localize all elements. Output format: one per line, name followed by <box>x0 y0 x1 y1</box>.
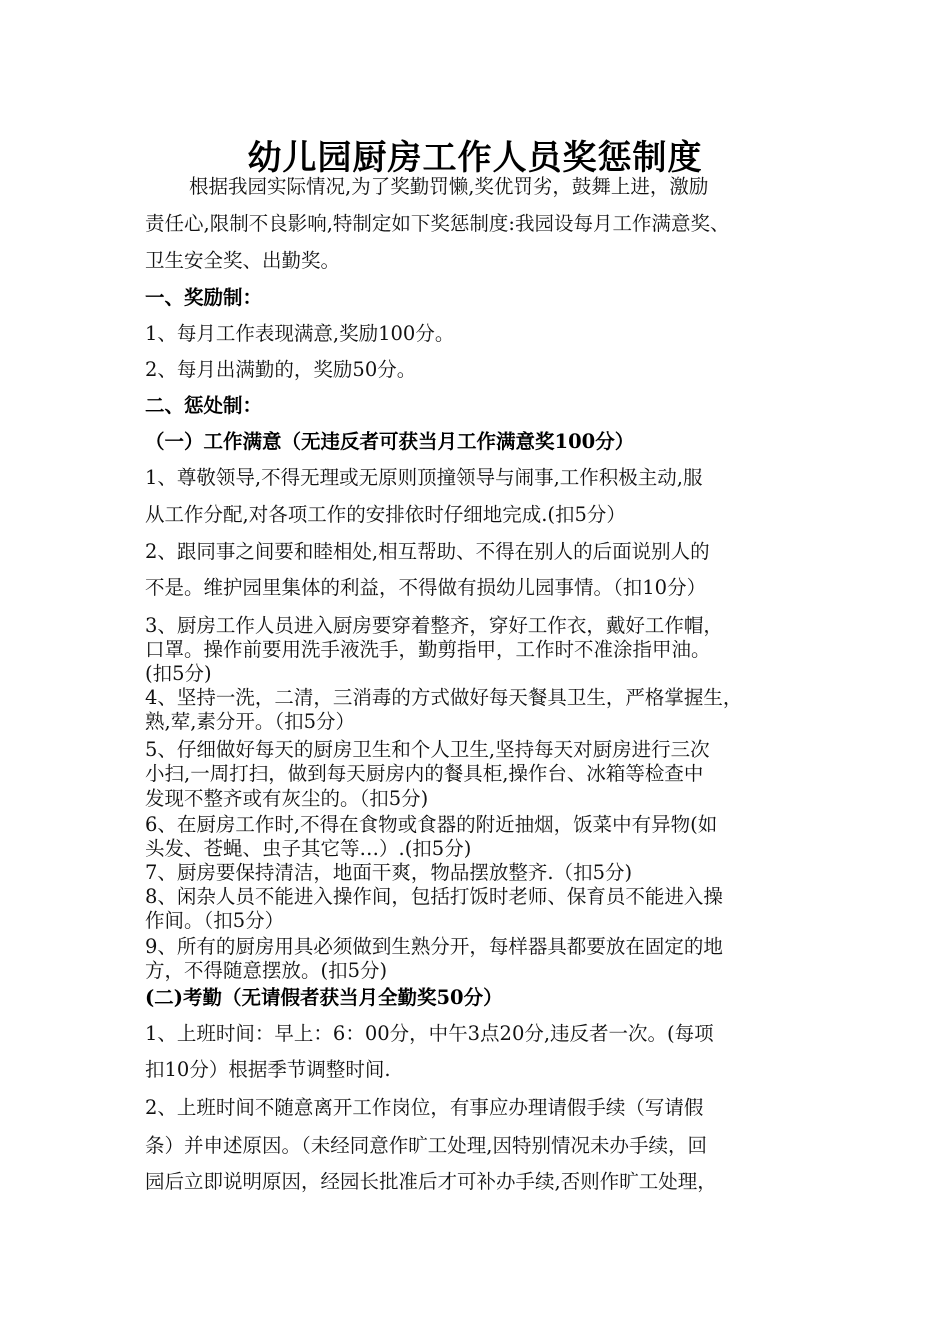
list-item-continued: 头发、苍蝇、虫子其它等…）.(扣5分) <box>145 837 472 860</box>
list-item: 4、坚持一洗，二清，三消毒的方式做好每天餐具卫生，严格掌握生， <box>145 686 743 709</box>
list-item-continued: 口罩。操作前要用洗手液洗手，勤剪指甲，工作时不准涂指甲油。 <box>145 638 711 661</box>
list-item: 2、跟同事之间要和睦相处,相互帮助、不得在别人的后面说别人的 <box>145 540 710 563</box>
list-item-continued: 方，不得随意摆放。(扣5分) <box>145 959 388 982</box>
paragraph-line: 卫生安全奖、出勤奖。 <box>145 249 341 272</box>
list-item: 1、尊敬领导,不得无理或无原则顶撞领导与闹事,工作积极主动,服 <box>145 466 703 489</box>
list-item: 6、在厨房工作时,不得在食物或食器的附近抽烟，饭菜中有异物(如 <box>145 813 718 836</box>
list-item: 1、上班时间：早上：6：00分，中午3点20分,违反者一次。(每项 <box>145 1022 714 1045</box>
list-item-continued: (扣5分) <box>145 662 212 685</box>
section-heading: 一、奖励制： <box>145 286 263 309</box>
section-heading: 二、惩处制： <box>145 394 263 417</box>
list-item: 3、厨房工作人员进入厨房要穿着整齐，穿好工作衣，戴好工作帽， <box>145 614 723 637</box>
list-item: 5、仔细做好每天的厨房卫生和个人卫生,坚持每天对厨房进行三次 <box>145 738 710 761</box>
list-item-continued: 发现不整齐或有灰尘的。（扣5分) <box>145 787 429 810</box>
list-item-continued: 小扫,一周打扫，做到每天厨房内的餐具柜,操作台、冰箱等检查中 <box>145 762 704 785</box>
list-item-continued: 条）并申述原因。（未经同意作旷工处理,因特别情况未办手续，回 <box>145 1134 707 1157</box>
list-item-continued: 作间。（扣5分） <box>145 909 285 932</box>
list-item-continued: 园后立即说明原因，经园长批准后才可补办手续,否则作旷工处理， <box>145 1170 717 1193</box>
paragraph-line: 责任心,限制不良影响,特制定如下奖惩制度:我园设每月工作满意奖、 <box>145 212 730 235</box>
page-title: 幼儿园厨房工作人员奖惩制度 <box>247 138 703 178</box>
list-item-continued: 熟,荤,素分开。（扣5分） <box>145 710 356 733</box>
subsection-heading: （一）工作满意（无违反者可获当月工作满意奖100分） <box>145 430 635 453</box>
paragraph-line: 根据我园实际情况,为了奖勤罚懒,奖优罚劣，鼓舞上进，激励 <box>189 175 709 198</box>
list-item-continued: 不是。维护园里集体的利益，不得做有损幼儿园事情。（扣10分） <box>145 576 707 599</box>
list-item: 1、每月工作表现满意,奖励100分。 <box>145 322 455 345</box>
subsection-heading: (二)考勤（无请假者获当月全勤奖50分） <box>145 986 503 1009</box>
list-item: 2、每月出满勤的，奖励50分。 <box>145 358 417 381</box>
list-item: 9、所有的厨房用具必须做到生熟分开，每样器具都要放在固定的地 <box>145 935 723 958</box>
list-item: 8、闲杂人员不能进入操作间，包括打饭时老师、保育员不能进入操 <box>145 885 723 908</box>
list-item-continued: 扣10分）根据季节调整时间. <box>145 1058 391 1081</box>
list-item: 2、上班时间不随意离开工作岗位，有事应办理请假手续（写请假 <box>145 1096 704 1119</box>
list-item-continued: 从工作分配,对各项工作的安排依时仔细地完成.(扣5分） <box>145 503 626 526</box>
list-item: 7、厨房要保持清洁，地面干爽，物品摆放整齐.（扣5分) <box>145 861 633 884</box>
